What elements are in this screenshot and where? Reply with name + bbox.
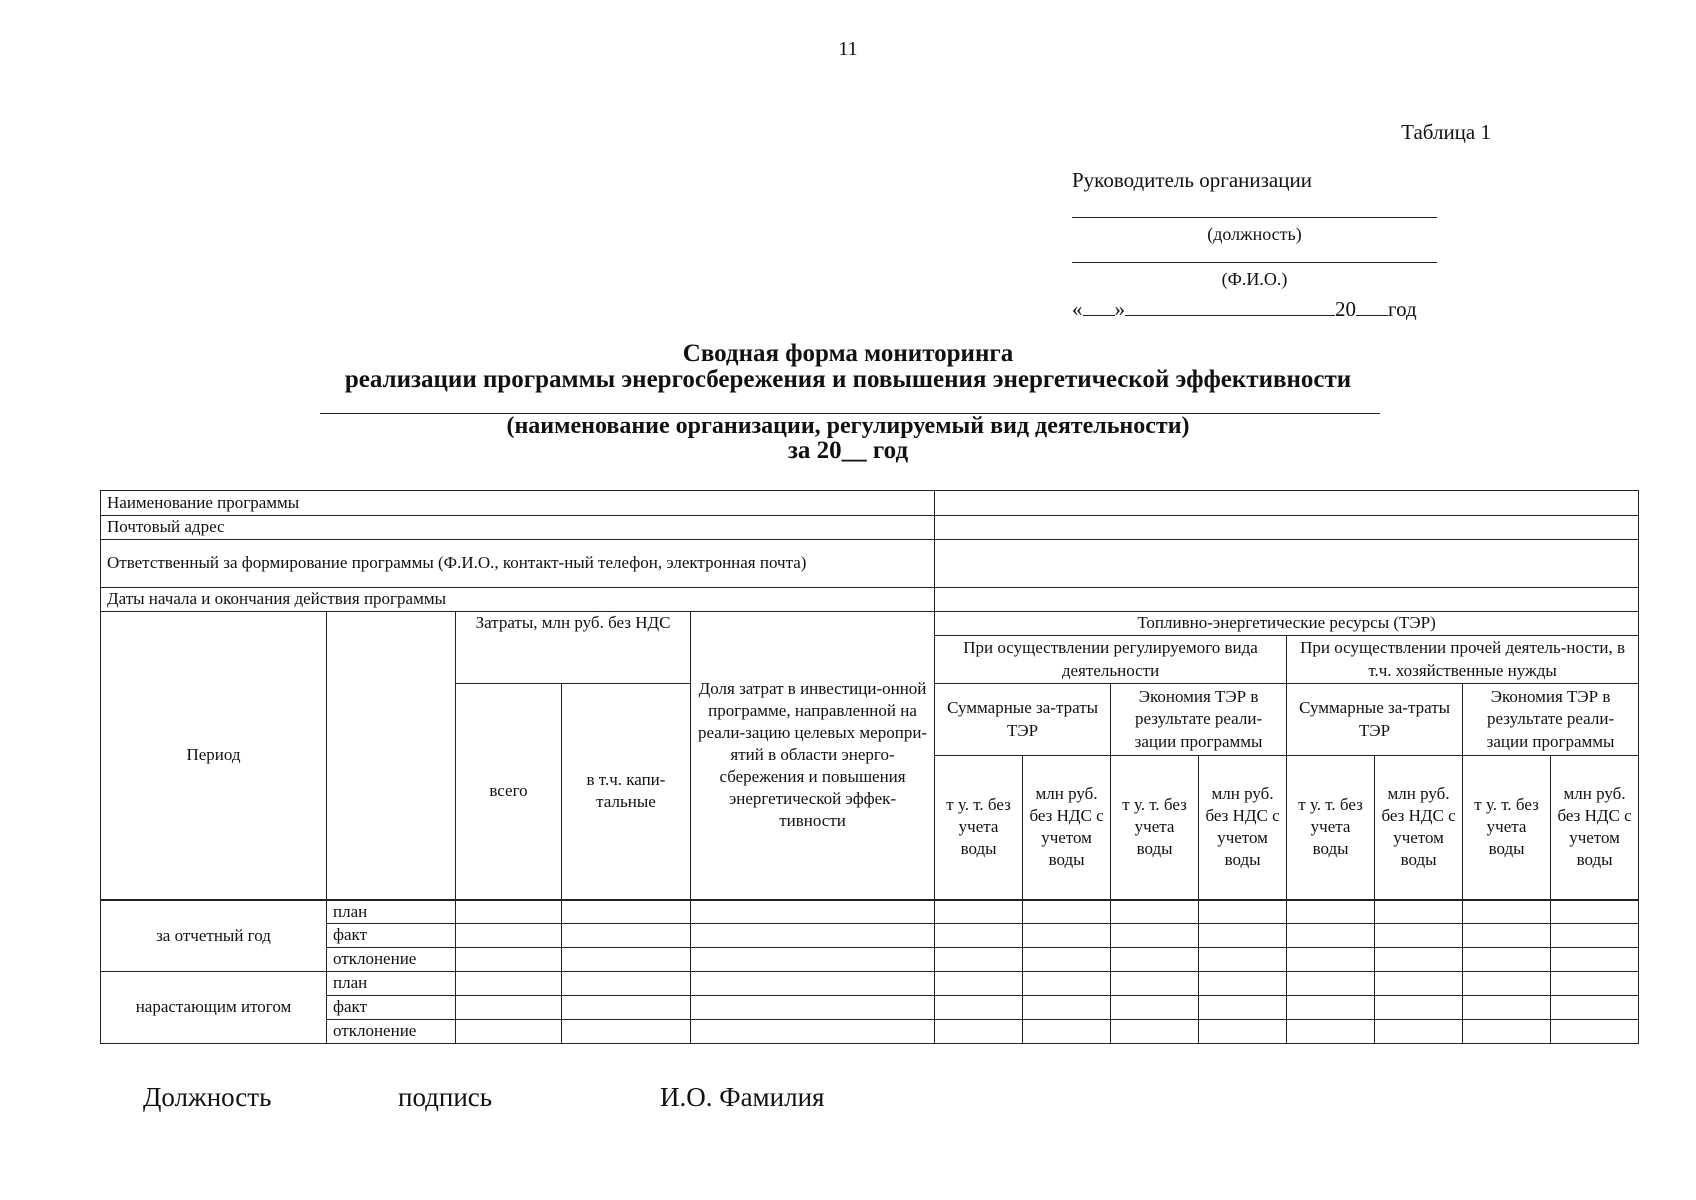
data-cell[interactable]: [456, 972, 562, 996]
data-cell[interactable]: [1551, 972, 1639, 996]
form-subtitle: реализации программы энергосбережения и повышения энергетической эффективности: [344, 366, 1352, 393]
info-row: [101, 491, 1639, 516]
share-header: Доля затрат в инвестици-онной программе, направленной на реали-зацию целевых меропри-ятий в области энерго-сбережения и повышения энергетической эффек-тивности: [691, 612, 935, 900]
data-cell[interactable]: [1023, 900, 1111, 924]
page-number: 11: [838, 38, 858, 60]
data-cell[interactable]: [691, 924, 935, 948]
monitoring-table: [100, 490, 1639, 1044]
unit-tut-header: т у. т. без учета воды: [1111, 756, 1199, 900]
day-blank: [1083, 314, 1115, 316]
data-cell[interactable]: [691, 972, 935, 996]
info-label: Наименование программы: [101, 491, 935, 516]
data-cell[interactable]: [1199, 996, 1287, 1020]
report-year: за 20__ год: [787, 437, 909, 464]
organization-caption: (наименование организации, регулируемый вид деятельности): [506, 413, 1190, 439]
data-cell[interactable]: [1199, 900, 1287, 924]
ter-header: Топливно-энергетические ресурсы (ТЭР): [935, 612, 1639, 636]
data-cell[interactable]: [935, 972, 1023, 996]
row-label: отклонение: [327, 948, 456, 972]
data-cell[interactable]: [691, 996, 935, 1020]
data-cell[interactable]: [1551, 1020, 1639, 1044]
data-cell[interactable]: [1287, 972, 1375, 996]
data-cell[interactable]: [1287, 996, 1375, 1020]
name-line: [1072, 246, 1437, 263]
table-row: [101, 972, 1639, 996]
data-cell[interactable]: [1111, 924, 1199, 948]
group-label: нарастающим итогом: [101, 972, 327, 1044]
data-cell[interactable]: [935, 924, 1023, 948]
data-cell[interactable]: [1199, 972, 1287, 996]
data-cell[interactable]: [1111, 900, 1199, 924]
data-cell[interactable]: [562, 972, 691, 996]
table-row: [101, 924, 1639, 948]
data-cell[interactable]: [1111, 948, 1199, 972]
costs-header: Затраты, млн руб. без НДС: [456, 612, 691, 684]
data-cell[interactable]: [456, 1020, 562, 1044]
signature-name: И.О. Фамилия: [660, 1082, 825, 1112]
data-cell[interactable]: [1375, 1020, 1463, 1044]
data-cell[interactable]: [1199, 948, 1287, 972]
data-cell[interactable]: [1023, 1020, 1111, 1044]
row-label: план: [327, 972, 456, 996]
data-cell[interactable]: [1023, 948, 1111, 972]
data-cell[interactable]: [1111, 996, 1199, 1020]
data-cell[interactable]: [1023, 924, 1111, 948]
info-row: [101, 588, 1639, 612]
costs-capital-header: в т.ч. капи-тальные: [562, 684, 691, 900]
regulated-total-costs-header: Суммарные за-траты ТЭР: [935, 684, 1111, 756]
row-label: факт: [327, 924, 456, 948]
data-cell[interactable]: [1375, 900, 1463, 924]
table-row: [101, 948, 1639, 972]
unit-rub-header: млн руб. без НДС с учетом воды: [1199, 756, 1287, 900]
approval-heading: Руководитель организации: [1072, 168, 1312, 192]
table-label: Таблица 1: [1401, 120, 1491, 144]
group-label: за отчетный год: [101, 900, 327, 972]
data-cell[interactable]: [935, 996, 1023, 1020]
date-year-suffix: год: [1388, 297, 1417, 321]
table-row: [101, 900, 1639, 924]
data-cell[interactable]: [691, 1020, 935, 1044]
unit-rub-header: млн руб. без НДС с учетом воды: [1551, 756, 1639, 900]
info-value-cell[interactable]: [935, 588, 1639, 612]
unit-rub-header: млн руб. без НДС с учетом воды: [1375, 756, 1463, 900]
data-cell[interactable]: [562, 1020, 691, 1044]
info-value-cell[interactable]: [935, 491, 1639, 516]
info-label: Почтовый адрес: [101, 516, 935, 540]
data-cell[interactable]: [1111, 972, 1199, 996]
data-cell[interactable]: [1199, 1020, 1287, 1044]
data-cell[interactable]: [935, 1020, 1023, 1044]
data-cell[interactable]: [562, 996, 691, 1020]
other-total-costs-header: Суммарные за-траты ТЭР: [1287, 684, 1463, 756]
data-cell[interactable]: [456, 948, 562, 972]
data-cell[interactable]: [1463, 996, 1551, 1020]
data-cell[interactable]: [1287, 948, 1375, 972]
info-label: Ответственный за формирование программы (Ф.И.О., контакт-ный телефон, электронная почта): [101, 540, 935, 588]
row-label: план: [327, 900, 456, 924]
name-caption: (Ф.И.О.): [1221, 269, 1288, 289]
date-close-quote: »: [1114, 297, 1125, 321]
unit-tut-header: т у. т. без учета воды: [1287, 756, 1375, 900]
data-cell[interactable]: [562, 924, 691, 948]
form-title: Сводная форма мониторинга: [682, 340, 1014, 367]
data-cell[interactable]: [1375, 996, 1463, 1020]
info-label: Даты начала и окончания действия программы: [101, 588, 935, 612]
data-cell[interactable]: [1551, 996, 1639, 1020]
info-row: [101, 516, 1639, 540]
data-cell[interactable]: [1199, 924, 1287, 948]
approval-date: [1072, 297, 1437, 322]
data-cell[interactable]: [1463, 900, 1551, 924]
data-cell[interactable]: [456, 900, 562, 924]
data-cell[interactable]: [562, 948, 691, 972]
data-cell[interactable]: [1551, 948, 1639, 972]
data-cell[interactable]: [1551, 924, 1639, 948]
table-row: [101, 996, 1639, 1020]
position-caption: (должность): [1207, 224, 1302, 244]
data-cell[interactable]: [691, 900, 935, 924]
regulated-header: При осуществлении регулируемого вида деятельности: [935, 636, 1287, 684]
date-year-prefix: 20: [1335, 297, 1356, 321]
period-subheader: [327, 612, 456, 900]
month-blank: [1125, 314, 1335, 316]
position-line: [1072, 201, 1437, 218]
other-savings-header: Экономия ТЭР в результате реали-зации программы: [1463, 684, 1639, 756]
data-cell[interactable]: [935, 948, 1023, 972]
data-cell[interactable]: [1463, 924, 1551, 948]
data-cell[interactable]: [935, 900, 1023, 924]
data-cell[interactable]: [456, 924, 562, 948]
other-header: При осуществлении прочей деятель-ности, в т.ч. хозяйственные нужды: [1287, 636, 1639, 684]
info-value-cell[interactable]: [935, 540, 1639, 588]
period-header: Период: [101, 612, 327, 900]
unit-tut-header: т у. т. без учета воды: [1463, 756, 1551, 900]
table-row: [101, 1020, 1639, 1044]
data-cell[interactable]: [1023, 996, 1111, 1020]
signature-sign: подпись: [398, 1082, 493, 1112]
header-row: [101, 612, 1639, 636]
approval-block: [1072, 168, 1437, 322]
info-value-cell[interactable]: [935, 516, 1639, 540]
data-cell[interactable]: [1287, 1020, 1375, 1044]
data-cell[interactable]: [1111, 1020, 1199, 1044]
unit-rub-header: млн руб. без НДС с учетом воды: [1023, 756, 1111, 900]
row-label: отклонение: [327, 1020, 456, 1044]
row-label: факт: [327, 996, 456, 1020]
data-cell[interactable]: [456, 996, 562, 1020]
unit-tut-header: т у. т. без учета воды: [935, 756, 1023, 900]
data-cell[interactable]: [691, 948, 935, 972]
data-cell[interactable]: [1463, 972, 1551, 996]
data-cell[interactable]: [1287, 924, 1375, 948]
data-cell[interactable]: [1287, 900, 1375, 924]
data-cell[interactable]: [562, 900, 691, 924]
costs-total-header: всего: [456, 684, 562, 900]
data-cell[interactable]: [1375, 924, 1463, 948]
year-blank: [1356, 314, 1388, 316]
regulated-savings-header: Экономия ТЭР в результате реали-зации программы: [1111, 684, 1287, 756]
data-cell[interactable]: [1375, 972, 1463, 996]
data-cell[interactable]: [1375, 948, 1463, 972]
date-open-quote: «: [1072, 297, 1083, 321]
data-cell[interactable]: [1463, 948, 1551, 972]
signature-position: Должность: [143, 1082, 272, 1112]
data-cell[interactable]: [1551, 900, 1639, 924]
data-cell[interactable]: [1023, 972, 1111, 996]
data-cell[interactable]: [1463, 1020, 1551, 1044]
info-row: [101, 540, 1639, 588]
